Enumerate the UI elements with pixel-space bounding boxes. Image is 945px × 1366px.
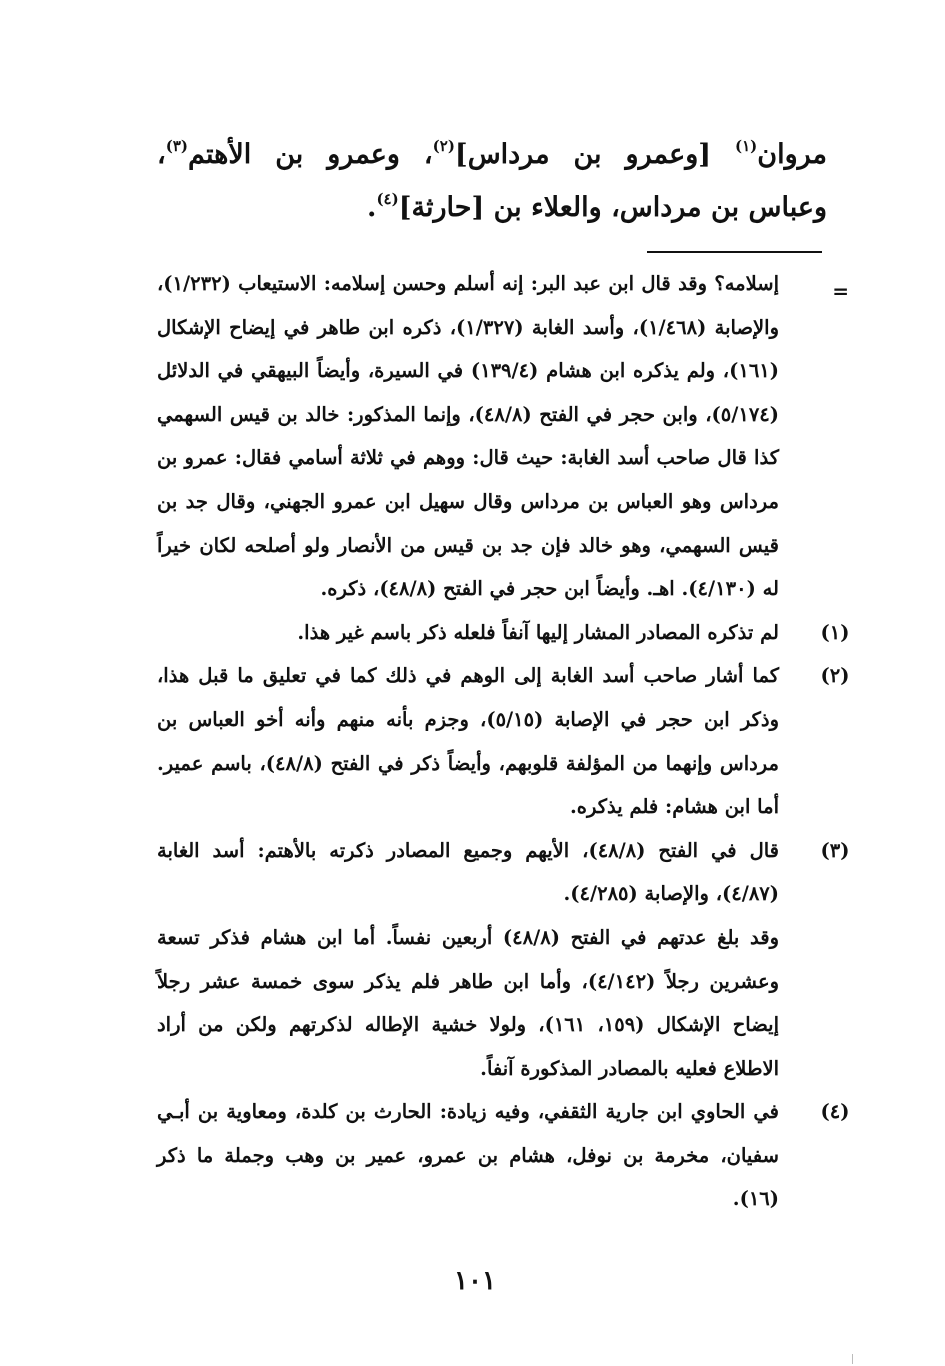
footnote-text: كما أشار صاحب أسد الغابة إلى الوهم في ذلك كما في تعليق ما قبل هذا، وذكر ابن حجر في الإصابة (٥/١٥)، وجزم بأنه منهم وأنه أخو العباس بن مرداس وإنهما من المؤلفة قلوبهم، وأيضاً ذكر في الفتح (٤٨/٨)، باسم عمير. أما ابن هشام: فلم يذكره. <box>157 664 780 819</box>
footnote-text <box>157 829 779 1091</box>
footnote-number: (٢) <box>820 664 850 688</box>
footnote-ref-3: (٣) <box>165 137 188 155</box>
scan-mark <box>852 1354 853 1364</box>
main-text-part: ، وعباس بن مرداس، والعلاء بن [حارثة] <box>157 139 827 223</box>
footnote-paragraph: قال في الفتح (٤٨/٨)، الأيهم وجميع المصادر ذكرته بالأهتم: أسد الغابة (٤/٨٧)، والإصابة (٤/٢٨٥). <box>157 838 779 906</box>
footnote-paragraph: وقد بلغ عدتهم في الفتح (٤٨/٨) أربعين نفساً. أما ابن هشام فذكر تسعة وعشرين رجلاً (٤/١٤٢)، وأما ابن طاهر فلم يذكر سوى خمسة عشر رجلاً إيضاح الإشكال (١٥٩، ١٦١)، ولولا خشية الإطاله لذكرتهم ولكن من أراد الاطلاع فعليه بالمصادر المذكورة آنفاً. <box>157 925 779 1080</box>
footnote-3 <box>157 829 850 1091</box>
footnote-continuation-text: إسلامه؟ وقد قال ابن عبد البر: إنه أسلم وحسن إسلامه: الاستيعاب (١/٢٣٢)، والإصابة (١/٤٦٨)، وأسد الغابة (١/٣٢٧)، ذكره ابن طاهر في إيضاح الإشكال (١٦١)، ولم يذكره ابن هشام (١٣٩/٤) في السيرة، وأيضاً البيهقي في الدلائل (٥/١٧٤)، وابن حجر في الفتح (٤٨/٨)، وإنما المذكور: خالد بن قيس السهمي كذا قال صاحب أسد الغابة: حيث قال: ووهم في ثلاثة أسامي فقال: عمرو بن مرداس وهو العباس بن مرداس وقال سهيل ابن عمرو الجهني، وقال جد بن قيس السهمي، وهو خالد فإن جد بن قيس من الأنصار ولو أصلحه لكان خيراً له (٤/١٣٠). اهـ. وأيضاً ابن حجر في الفتح (٤٨/٨)، ذكره. <box>157 272 780 601</box>
continuation-marker: = <box>832 279 849 303</box>
main-text-part: ، وعمرو بن الأهتم <box>188 139 433 170</box>
page-number: ١٠١ <box>454 1266 496 1296</box>
footnotes-section <box>157 262 850 1221</box>
main-text-part: [وعمرو بن مرداس] <box>454 139 735 170</box>
footnote-text: في الحاوي ابن جارية الثقفي، وفيه زيادة: الحارث بن كلدة، ومعاوية بن أبـي سفيان، مخرمة بن نوفل، هشام بن عمرو، عمير بن وهب وجملة ما ذكر (١٦). <box>157 1100 779 1211</box>
main-paragraph <box>157 128 827 234</box>
footnote-continuation <box>157 262 849 611</box>
footnote-ref-4: (٤) <box>376 190 399 208</box>
main-text-part: . <box>367 192 377 223</box>
footnote-4 <box>157 1090 850 1221</box>
footnote-divider <box>647 251 822 253</box>
footnote-2 <box>157 654 850 828</box>
footnote-1 <box>157 611 850 655</box>
footnote-number: (٣) <box>820 838 850 862</box>
footnote-ref-2: (٢) <box>432 137 455 155</box>
footnote-ref-1: (١) <box>734 137 758 155</box>
footnote-number: (٤) <box>820 1100 850 1124</box>
footnote-number: (١) <box>820 620 850 644</box>
main-text-part: مروان <box>757 139 827 170</box>
footnote-text: لم تذكره المصادر المشار إليها آنفاً فلعله ذكر باسم غير هذا. <box>297 620 779 644</box>
